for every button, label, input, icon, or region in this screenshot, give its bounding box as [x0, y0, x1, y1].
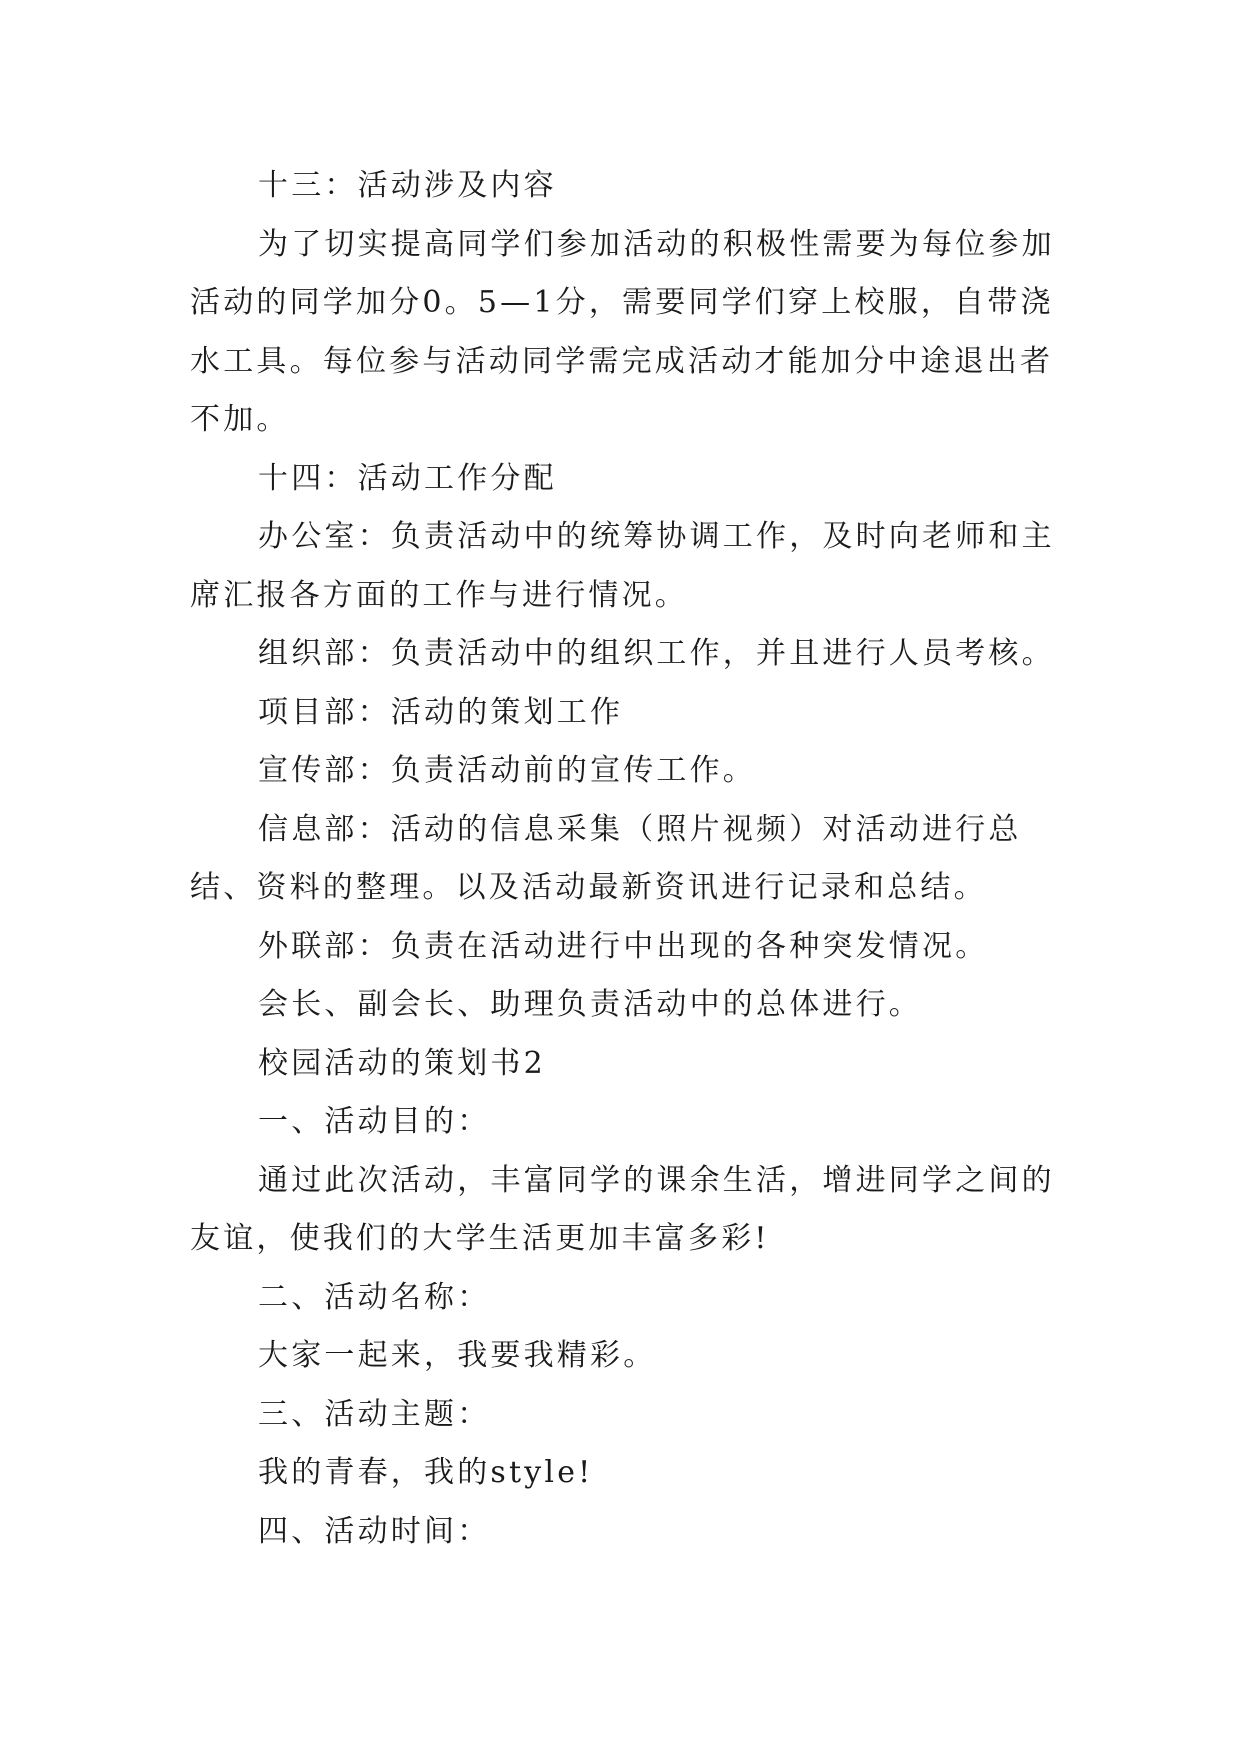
paragraph-office-duty: 办公室：负责活动中的统筹协调工作，及时向老师和主席汇报各方面的工作与进行情况。: [190, 519, 1055, 613]
paragraph-activity-purpose: 通过此次活动，丰富同学的课余生活，增进同学之间的友谊，使我们的大学生活更加丰富多彩!: [190, 1162, 1055, 1256]
paragraph-activity-name: 大家一起来，我要我精彩。: [258, 1338, 657, 1373]
heading-activity-theme: 三、活动主题：: [258, 1396, 491, 1432]
paragraph-information-duty: 信息部：活动的信息采集（照片视频）对活动进行总结、资料的整理。以及活动最新资讯进行记录和总结。: [190, 811, 1022, 905]
heading-activity-name: 二、活动名称：: [258, 1279, 491, 1315]
paragraph-publicity-duty: 宣传部：负责活动前的宣传工作。: [258, 753, 756, 788]
heading-activity-time: 四、活动时间：: [258, 1513, 491, 1549]
section-heading-14: 十四：活动工作分配: [258, 460, 557, 496]
paragraph-external-duty: 外联部：负责在活动进行中出现的各种突发情况。: [258, 928, 989, 964]
paragraph-project-duty: 项目部：活动的策划工作: [258, 694, 624, 730]
section-heading-13: 十三：活动涉及内容: [258, 168, 557, 203]
document-subtitle: 校园活动的策划书2: [258, 1045, 546, 1081]
paragraph-activity-content: 为了切实提高同学们参加活动的积极性需要为每位参加活动的同学加分0。5—1分，需要同学们穿上校服，自带浇水工具。每位参与活动同学需完成活动才能加分中途退出者不加。: [190, 226, 1055, 437]
paragraph-activity-theme: 我的青春，我的style!: [258, 1455, 594, 1490]
document-body: [190, 157, 1060, 1561]
paragraph-organization-duty: 组织部：负责活动中的组织工作，并且进行人员考核。: [258, 636, 1055, 671]
paragraph-leadership-duty: 会长、副会长、助理负责活动中的总体进行。: [258, 987, 922, 1022]
heading-activity-purpose: 一、活动目的：: [258, 1104, 491, 1139]
